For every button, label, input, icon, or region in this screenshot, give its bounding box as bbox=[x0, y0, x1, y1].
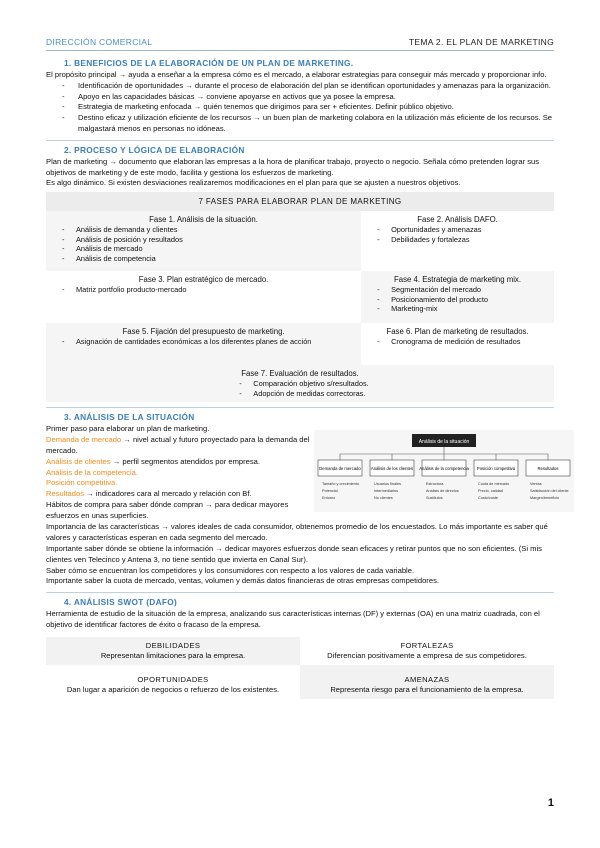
section-3-title: 3. ANÁLISIS DE LA SITUACIÓN bbox=[64, 412, 195, 423]
phase-item: - Análisis de competencia bbox=[54, 254, 353, 264]
divider bbox=[46, 140, 554, 141]
section-4-title: 4. ANÁLISIS SWOT (DAFO) bbox=[64, 597, 178, 608]
diagram-box-label: Posición competitiva bbox=[476, 466, 516, 472]
situation-diagram bbox=[314, 430, 574, 512]
diagram-sub: Cuota de mercado bbox=[478, 482, 510, 487]
diagram-sub: Intermediarios bbox=[374, 489, 399, 494]
phase-5-heading: Fase 5. Fijación del presupuesto de marketing. bbox=[122, 327, 285, 337]
phases-table bbox=[46, 192, 554, 402]
section-1-bullet: - Destino eficaz y utilización eficiente de los recursos → un buen plan de marketing colabora en la utilización más eficiente de los recursos. Se malgastará menos en personas no idóneas. bbox=[46, 113, 554, 135]
phase-item: - Cronograma de medición de resultados bbox=[369, 337, 546, 347]
swot-text: Representan limitaciones para la empresa. bbox=[100, 650, 246, 660]
phase-1 bbox=[46, 211, 361, 271]
swot-heading: DEBILIDADES bbox=[145, 640, 201, 650]
diagram-sub: Entorno bbox=[322, 496, 336, 501]
situation-paragraph: Saber cómo se encuentran los competidores y los consumidores con respecto a los valores de cada variable. bbox=[46, 565, 415, 575]
situation-line bbox=[46, 457, 311, 468]
swot-text: Representa riesgo para el funcionamiento de la empresa. bbox=[330, 684, 524, 694]
phases-title: 7 FASES PARA ELABORAR PLAN DE MARKETING bbox=[46, 192, 554, 211]
phase-2-heading: Fase 2. Análisis DAFO. bbox=[417, 215, 498, 225]
phase-item: - Comparación objetivo s/resultados. bbox=[231, 379, 368, 389]
phase-3-heading: Fase 3. Plan estratégico de mercado. bbox=[138, 275, 269, 285]
phase-item: - Análisis de mercado bbox=[54, 244, 353, 254]
swot-table bbox=[46, 637, 554, 699]
section-1-bullet: - Identificación de oportunidades → durante el proceso de elaboración del plan se identifican oportunidades y amenazas para la organización. bbox=[46, 81, 554, 92]
situation-paragraph: Importante saber dónde se obtiene la información → dedicar mayores esfuerzos donde sean eficaces y retirar puntos que no son eficientes. (Si mis clientes ven Telecinco y Antena 3, no tiene sentido que invierta en Canal Sur). bbox=[46, 543, 542, 564]
swot-text: Diferencian positivamente a empresa de sus competidores. bbox=[327, 650, 527, 660]
swot-fortalezas bbox=[300, 637, 554, 665]
header-divider bbox=[46, 50, 554, 51]
situation-desc: → indicadores cara al mercado y relación con Bf. bbox=[84, 489, 252, 499]
situation-list bbox=[46, 424, 311, 521]
diagram-sub: Usuarios finales bbox=[374, 482, 402, 487]
phase-6 bbox=[361, 323, 554, 365]
situation-term: Posición competitiva. bbox=[46, 478, 118, 488]
page-number: 1 bbox=[547, 797, 554, 809]
section-4-paragraph: Herramienta de estudio de la situación de la empresa, analizando sus características internas (DF) y externas (OA) en una matriz cuadrada, con el objetivo de identificar factores de éxito o fracaso de la empresa. bbox=[46, 609, 540, 629]
phase-item: - Matriz portfolio producto-mercado bbox=[54, 285, 353, 295]
diagram-root-label: Análisis de la situación bbox=[418, 439, 470, 446]
situation-term: Resultados bbox=[46, 489, 84, 499]
phase-1-heading: Fase 1. Análisis de la situación. bbox=[149, 215, 258, 225]
swot-oportunidades bbox=[46, 665, 300, 699]
situation-desc: → nivel actual y futuro proyectado para la demanda del mercado. bbox=[46, 435, 310, 455]
section-2-title: 2. PROCESO Y LÓGICA DE ELABORACIÓN bbox=[64, 144, 245, 155]
diagram-sub: Potencial bbox=[322, 489, 338, 494]
phase-item: - Debilidades y fortalezas bbox=[369, 235, 546, 245]
diagram-sub: No clientes bbox=[374, 496, 393, 501]
diagram-box-label: Análisis de los clientes bbox=[370, 466, 414, 472]
diagram-sub: Margen/beneficio bbox=[530, 496, 560, 501]
diagram-sub: Costo/coste bbox=[478, 496, 499, 501]
situation-paragraph: Hábitos de compra para saber dónde compran → para dedicar mayores esfuerzos en unas superficies. bbox=[46, 499, 289, 520]
swot-heading: AMENAZAS bbox=[404, 674, 450, 684]
phase-item: - Marketing-mix bbox=[369, 304, 546, 314]
situation-term: Demanda de mercado bbox=[46, 435, 122, 445]
diagram-sub: Tamaño y crecimiento bbox=[322, 482, 359, 487]
phase-5 bbox=[46, 323, 361, 365]
situation-paragraph: Importante saber la cuota de mercado, ventas, volumen y demás datos financieras de otras empresas competidores. bbox=[46, 576, 439, 586]
phase-4 bbox=[361, 271, 554, 323]
divider bbox=[46, 407, 554, 408]
phase-6-heading: Fase 6. Plan de marketing de resultados. bbox=[386, 327, 529, 337]
section-1-bullet: - Estrategia de marketing enfocada → quién tenemos que dirigimos para ser + eficientes. Definir público objetivo. bbox=[46, 102, 554, 113]
swot-heading: OPORTUNIDADES bbox=[137, 674, 209, 684]
section-2-paragraph: Es algo dinámico. Si existen desviaciones realizaremos modificaciones en el plan para que se ajusten a nuestros objetivos. bbox=[46, 178, 461, 188]
section-1-title: 1. BENEFICIOS DE LA ELABORACIÓN DE UN PLAN DE MARKETING. bbox=[64, 58, 354, 68]
content bbox=[46, 56, 569, 699]
phase-item: - Adopción de medidas correctoras. bbox=[231, 389, 368, 399]
phase-item: - Análisis de demanda y clientes bbox=[54, 225, 353, 235]
phase-item: - Oportunidades y amenazas bbox=[369, 225, 546, 235]
diagram-sub: Ventas bbox=[530, 482, 542, 487]
situation-paragraph: Importancia de las características → valores ideales de cada consumidor, obtenemos promedio de los encuestados. Lo más importante es saber qué valores y características esperan en cada segmento del mercado. bbox=[46, 522, 548, 543]
section-1-intro: El propósito principal → ayuda a enseñar a la empresa cómo es el mercado, a elaborar estrategias para conseguir más mercado y proporcionar info. bbox=[46, 70, 547, 79]
diagram-sub: Análisis de directos bbox=[426, 489, 459, 494]
header-topic: TEMA 2. EL PLAN DE MARKETING bbox=[408, 37, 554, 47]
situation-line bbox=[46, 489, 311, 500]
phase-item: - Posicionamiento del producto bbox=[369, 295, 546, 305]
phase-2 bbox=[361, 211, 554, 271]
diagram-sub: Sustitutos bbox=[426, 496, 443, 501]
phase-3 bbox=[46, 271, 361, 323]
section-1-bullet: - Apoyo en las capacidades básicas → conviene apoyarse en activos que ya posee la empresa. bbox=[46, 92, 554, 103]
phase-item: - Asignación de cantidades económicas a los diferentes planes de acción bbox=[54, 337, 353, 347]
situation-desc: → perfil segmentos atendidos por empresa. bbox=[110, 456, 261, 466]
divider bbox=[46, 592, 554, 593]
situation-line bbox=[46, 435, 311, 457]
swot-text: Dan lugar a aparición de negocios o refuerzo de los existentes. bbox=[66, 684, 280, 694]
phase-7 bbox=[46, 365, 554, 402]
situation-block bbox=[46, 424, 569, 522]
diagram-columns bbox=[318, 454, 570, 500]
diagram-box-label: Resultados bbox=[537, 466, 559, 472]
phase-4-heading: Fase 4. Estrategia de marketing mix. bbox=[394, 275, 522, 285]
diagram-box-label: Análisis de la competencia bbox=[419, 466, 469, 472]
header-subject: DIRECCIÓN COMERCIAL bbox=[46, 37, 153, 47]
swot-amenazas bbox=[300, 665, 554, 699]
situation-term: Análisis de la competencia. bbox=[46, 467, 139, 477]
swot-heading: FORTALEZAS bbox=[400, 640, 454, 650]
situation-term: Análisis de clientes bbox=[46, 456, 111, 466]
diagram-svg bbox=[314, 430, 574, 512]
diagram-sub: Estructura bbox=[426, 482, 444, 487]
phase-item: - Análisis de posición y resultados bbox=[54, 235, 353, 245]
swot-debilidades bbox=[46, 637, 300, 665]
diagram-sub: Satisfacción del cliente bbox=[530, 489, 569, 494]
phase-7-heading: Fase 7. Evaluación de resultados. bbox=[241, 369, 359, 379]
section-2-paragraph: Plan de marketing → documento que elaboran las empresas a la hora de planificar trabajo, proyecto o negocio. Señala cómo pretenden lograr sus objetivos de marketing y de este modo, facilita y gestiona los esfuerzos de marketing. bbox=[46, 156, 540, 177]
diagram-box-label: Demanda de mercado bbox=[319, 466, 361, 472]
diagram-sub: Precio, calidad bbox=[478, 489, 503, 494]
phase-item: - Segmentación del mercado bbox=[369, 285, 546, 295]
situation-first: Primer paso para elaborar un plan de marketing. bbox=[46, 424, 210, 434]
